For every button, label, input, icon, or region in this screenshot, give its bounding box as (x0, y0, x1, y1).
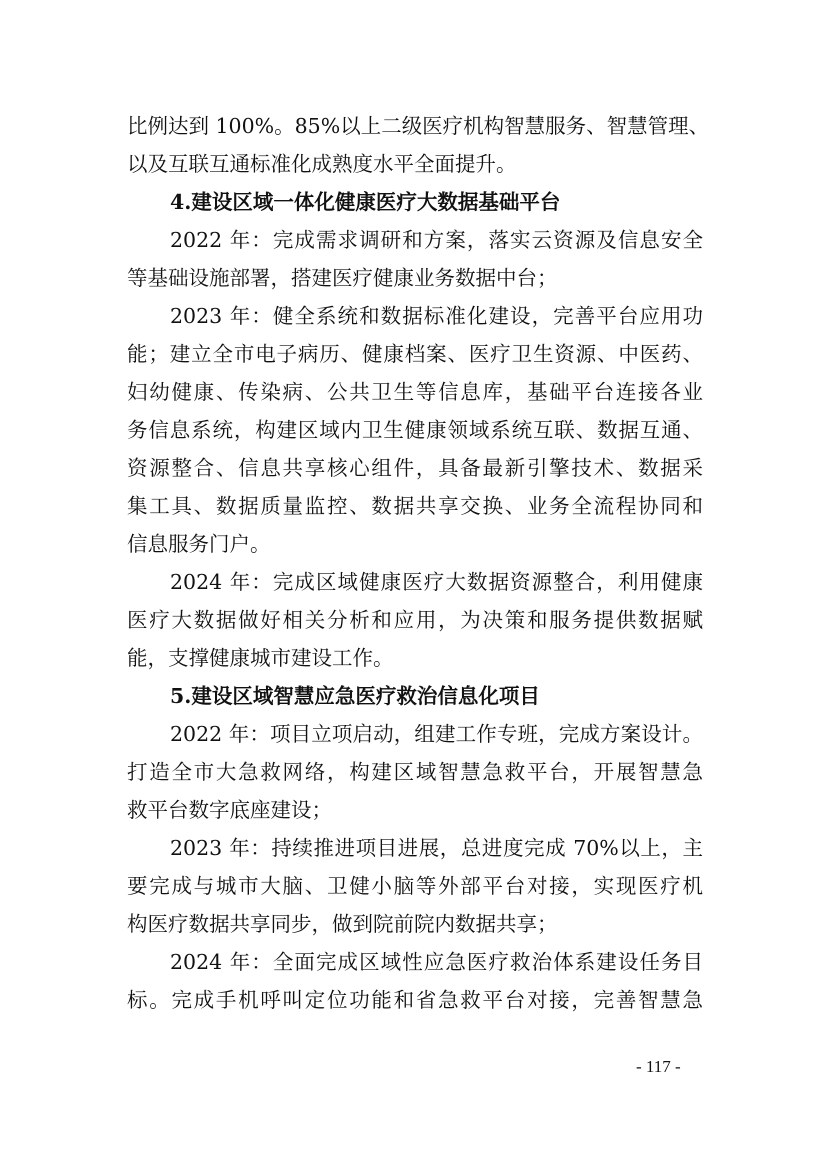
body-text-line: 救平台数字底座建设； (127, 798, 332, 822)
body-text-line: 集工具、数据质量监控、数据共享交换、业务全流程协同和 (127, 494, 703, 518)
body-text-line: 2022 年：完成需求调研和方案，落实云资源及信息安全 (170, 228, 703, 252)
body-text-line: 2023 年：健全系统和数据标准化建设，完善平台应用功 (170, 304, 703, 328)
body-text-line: 构医疗数据共享同步，做到院前院内数据共享； (127, 912, 558, 936)
body-text-line: 2024 年：完成区域健康医疗大数据资源整合，利用健康 (170, 570, 703, 594)
body-text-line: 医疗大数据做好相关分析和应用，为决策和服务提供数据赋 (127, 608, 703, 632)
body-text-line: 能，支撑健康城市建设工作。 (127, 646, 394, 670)
body-text-line: 2023 年：持续推进项目进展，总进度完成 70%以上，主 (170, 836, 703, 860)
body-text-line: 信息服务门户。 (127, 532, 271, 556)
body-text-line: 以及互联互通标准化成熟度水平全面提升。 (127, 152, 517, 176)
body-text-line: 妇幼健康、传染病、公共卫生等信息库，基础平台连接各业 (127, 380, 703, 404)
body-text-line: 比例达到 100%。85%以上二级医疗机构智慧服务、智慧管理、 (127, 114, 710, 138)
body-text-line: 2024 年：全面完成区域性应急医疗救治体系建设任务目 (170, 950, 703, 974)
body-text-line: 标。完成手机呼叫定位功能和省急救平台对接，完善智慧急 (127, 988, 703, 1012)
body-text-line: 要完成与城市大脑、卫健小脑等外部平台对接，实现医疗机 (127, 874, 703, 898)
page-number: - 117 - (636, 1057, 681, 1076)
body-text-line: 能；建立全市电子病历、健康档案、医疗卫生资源、中医药、 (127, 342, 703, 366)
section-heading: 4.建设区域一体化健康医疗大数据基础平台 (170, 190, 561, 214)
body-text-line: 打造全市大急救网络，构建区域智慧急救平台，开展智慧急 (127, 760, 703, 784)
body-text-line: 2022 年：项目立项启动，组建工作专班，完成方案设计。 (170, 722, 703, 746)
section-heading: 5.建设区域智慧应急医疗救治信息化项目 (170, 684, 540, 708)
body-text-line: 务信息系统，构建区域内卫生健康领域系统互联、数据互通、 (127, 418, 703, 442)
body-text-line: 资源整合、信息共享核心组件，具备最新引擎技术、数据采 (127, 456, 703, 480)
body-text-line: 等基础设施部署，搭建医疗健康业务数据中台； (127, 266, 558, 290)
